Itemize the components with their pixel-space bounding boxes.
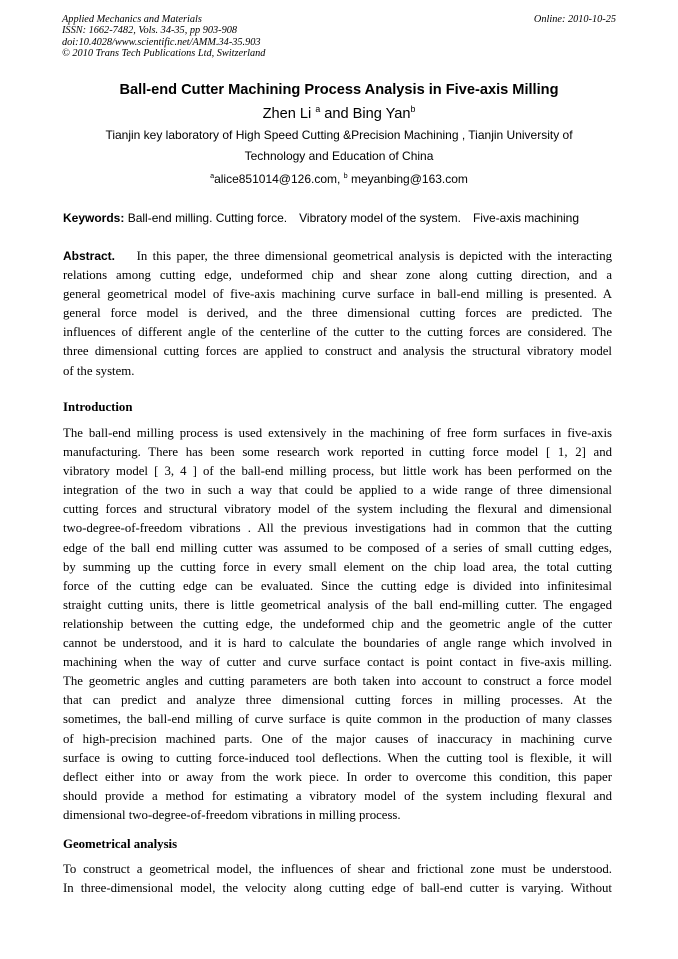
body-line: machining when the way of cutter and curve surface contact is point contact in five-axis milling.	[63, 655, 612, 670]
abstract-line: influences of different angle of the centerline of the cutter to the cutting forces are considered. The	[63, 325, 612, 340]
author-name: Bing Yan	[352, 106, 411, 122]
issn-line: ISSN: 1662-7482, Vols. 34-35, pp 903-908	[62, 25, 238, 37]
body-line: that can predict and analyze three dimensional cutting forces in milling processes. At the	[63, 693, 612, 708]
section-heading-introduction: Introduction	[63, 400, 133, 414]
email-address[interactable]: meyanbing@163.com	[351, 172, 468, 186]
body-line: cannot be understood, and it is hard to calculate the boundaries of angle range which involved in	[63, 636, 612, 651]
body-line: The geometric angles and cutting parameters are both taken into account to construct a force model	[63, 674, 612, 689]
body-line: should provide a method for estimating a vibratory model of the system including flexural and	[63, 788, 612, 803]
abstract-line: of the system.	[63, 363, 135, 378]
body-line: by summing up the cutting force in every small element on the chip load area, the total cutting	[63, 559, 612, 574]
journal-name: Applied Mechanics and Materials	[62, 14, 202, 25]
body-line: surface is owing to cutting force-induced tool deflections. When the cutting tool is flexible, it will	[63, 750, 612, 765]
body-line: manufacturing. There has been some research work reported in cutting force model [ 1, 2] and	[63, 445, 612, 460]
journal-header	[62, 14, 616, 59]
abstract-line: general geometrical model of five-axis machining curve surface in ball-end milling is presented. A	[63, 287, 612, 302]
keywords	[63, 208, 623, 228]
email-mark: b	[343, 171, 348, 180]
body-line: In three-dimensional model, the velocity along cutting edge of ball-end cutter is varying. Without	[63, 881, 612, 896]
body-line: cutting forces and structural vibratory model of the system including the flexural and dimensional	[63, 502, 612, 517]
body-line: straight cutting units, there is little geometrical analysis of the ball end-milling cutter. The engaged	[63, 597, 612, 612]
section-heading-geometrical-analysis: Geometrical analysis	[63, 837, 178, 851]
email-mark: a	[210, 171, 215, 180]
keyword: Five-axis machining	[472, 211, 580, 225]
keywords-label: Keywords:	[63, 211, 125, 225]
affiliation-line: Technology and Education of China	[244, 149, 434, 163]
affiliation	[80, 125, 598, 167]
abstract	[63, 247, 612, 381]
author-emails	[0, 169, 678, 189]
abstract-line: Abstract. In this paper, the three dimensional geometrical analysis is depicted with the interacting	[63, 249, 612, 263]
body-line: vibratory model [ 3, 4 ] of the ball-end milling process, but little work has been performed on the	[63, 464, 612, 479]
author-conjunction: and	[320, 106, 353, 122]
author-affil-mark: b	[410, 104, 416, 115]
body-line: two-degree-of-freedom vibrations . All the previous investigations had in common that the cutting	[63, 521, 612, 536]
doi-line: doi:10.4028/www.scientific.net/AMM.34-35.903	[62, 36, 261, 48]
body-line: To construct a geometrical model, the influences of shear and frictional zone must be understood.	[63, 862, 612, 876]
author-line	[0, 104, 678, 124]
author-affil-mark: a	[315, 104, 321, 115]
author-name: Zhen Li	[262, 106, 312, 122]
geometrical-body	[63, 860, 612, 898]
abstract-line: relations among cutting edge, undeformed chip and shear zone along cutting direction, and a	[63, 268, 612, 283]
paper-title: Ball-end Cutter Machining Process Analysis in Five-axis Milling	[119, 82, 559, 98]
body-line: edge of the ball end milling cutter was assumed to be composed of a series of small cutting edges,	[63, 540, 612, 555]
body-line: of high-precision machined parts. One of the major causes of inaccuracy in machining curve	[63, 731, 612, 746]
keyword: Vibratory model of the system.	[299, 211, 461, 225]
body-line: relationship between the cutting edge, the undeformed chip and the geometric angle of the cutter	[63, 616, 612, 631]
keyword: Ball-end milling. Cutting force.	[127, 211, 288, 225]
body-line: deflect either into or away from the work piece. In order to overcome this condition, this paper	[63, 769, 612, 784]
email-address[interactable]: alice851014@126.com,	[214, 172, 341, 186]
body-line: The ball-end milling process is used extensively in the machining of free form surfaces in five-axis	[63, 426, 612, 440]
introduction-body	[63, 424, 612, 825]
abstract-line: three dimensional cutting forces are applied to construct and analysis the structural vibratory model	[63, 344, 612, 359]
body-line: dimensional two-degree-of-freedom vibrations in milling process.	[63, 807, 401, 822]
body-line: integration of the two in such a way that could be applied to a wide range of three dimensional	[63, 483, 612, 498]
online-date: Online: 2010-10-25	[533, 14, 616, 25]
abstract-label: Abstract.	[63, 249, 116, 263]
copyright-line: © 2010 Trans Tech Publications Ltd, Switzerland	[62, 47, 266, 59]
body-line: force of the cutting edge can be evaluated. Since the cutting edge is divided into infinitesimal	[63, 578, 612, 593]
body-line: sometimes, the ball-end milling of curve surface is quite common in the production of many classes	[63, 712, 612, 727]
affiliation-line: Tianjin key laboratory of High Speed Cutting &Precision Machining , Tianjin University of	[105, 128, 573, 142]
abstract-line: general force model is derived, and the three dimensional cutting forces are predicted. The	[63, 306, 612, 321]
